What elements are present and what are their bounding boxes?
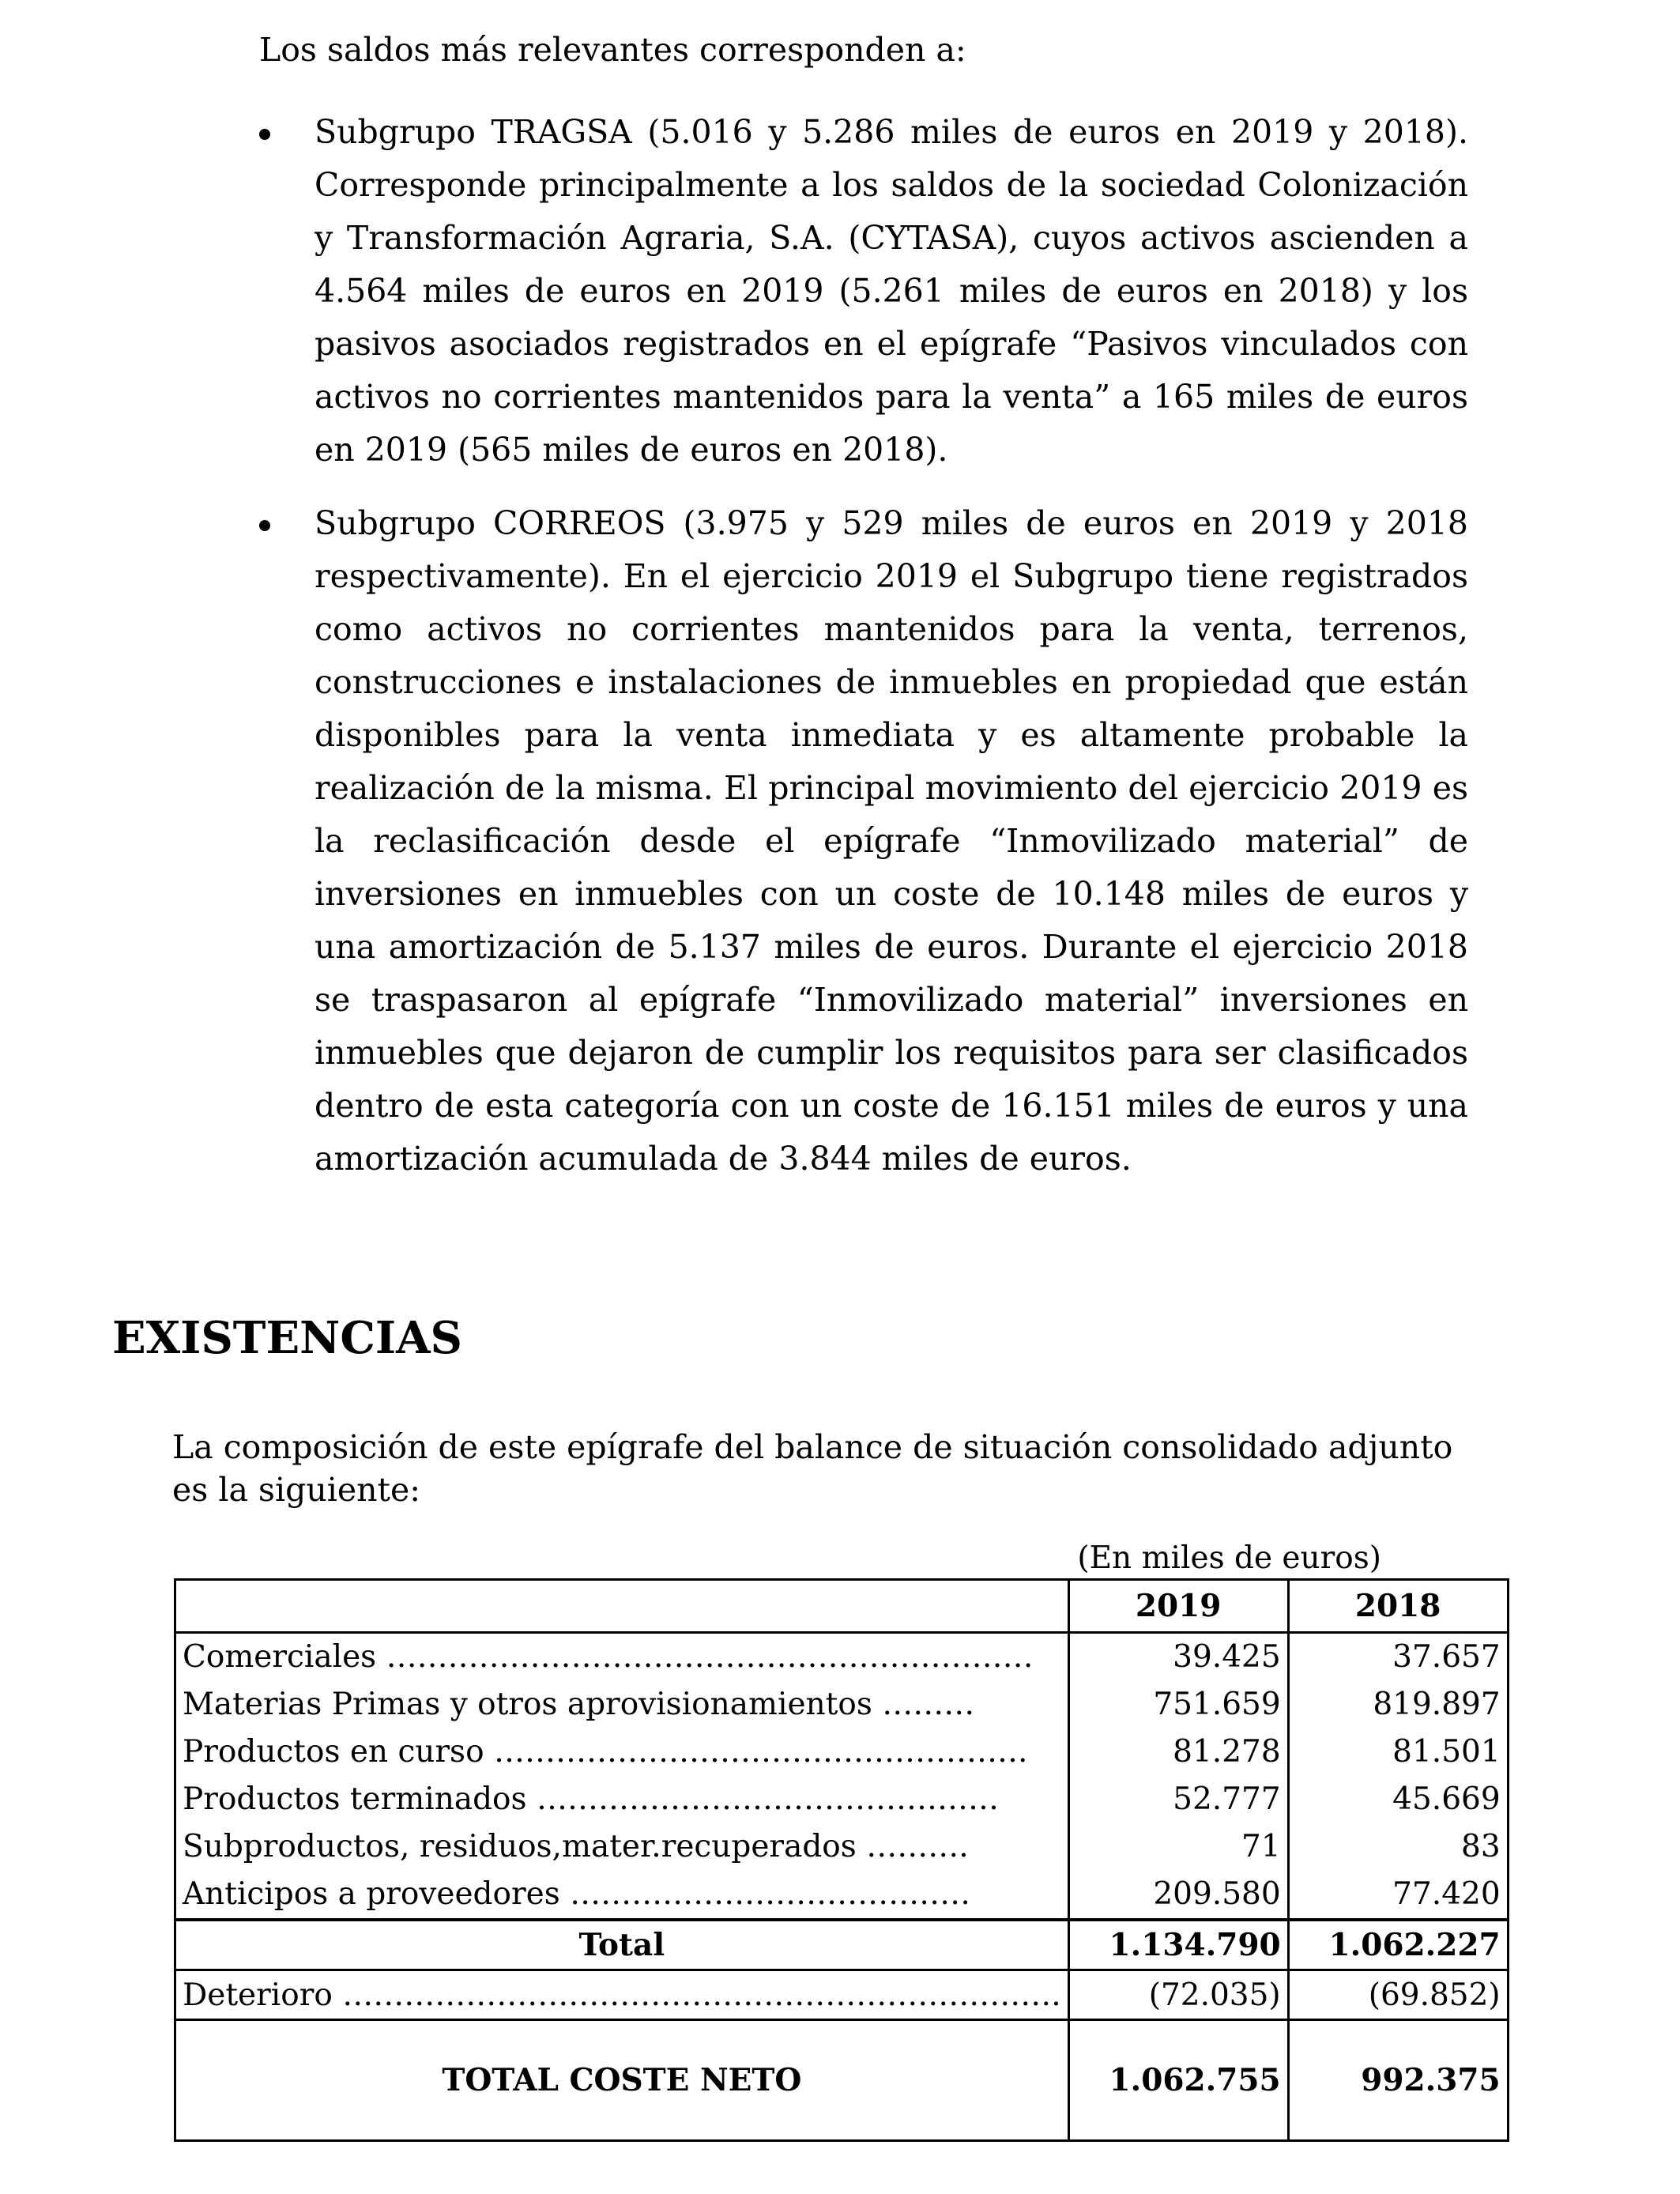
total-value-2018: 1.062.227 bbox=[1288, 1920, 1508, 1970]
dot-leader: ……… bbox=[882, 1687, 975, 1722]
row-label: Materias Primas y otros aprovisionamientos bbox=[183, 1687, 872, 1722]
table-row bbox=[175, 1823, 1509, 1871]
intro-text: Los saldos más relevantes corresponden a: bbox=[259, 31, 966, 69]
row-concept bbox=[175, 1871, 1069, 1920]
row-value-2019: 81.278 bbox=[1068, 1728, 1288, 1776]
row-value-2018: 819.897 bbox=[1288, 1681, 1508, 1728]
row-concept bbox=[175, 1776, 1069, 1823]
bullet-icon bbox=[259, 520, 270, 531]
dot-leader: ………………………………… bbox=[570, 1876, 971, 1912]
row-label: Subproductos, residuos,mater.recuperados bbox=[183, 1829, 857, 1864]
net-total-value-2018: 992.375 bbox=[1288, 2020, 1508, 2141]
total-label: Total bbox=[175, 1920, 1069, 1970]
dot-leader: ……………………………………… bbox=[536, 1781, 999, 1817]
bullet-item-tragsa bbox=[259, 106, 1468, 477]
row-value-2019: 39.425 bbox=[1068, 1633, 1288, 1682]
table-header-row bbox=[175, 1580, 1509, 1633]
table-row bbox=[175, 1681, 1509, 1728]
total-row bbox=[175, 1920, 1509, 1970]
row-concept bbox=[175, 1633, 1069, 1682]
row-value-2018: 37.657 bbox=[1288, 1633, 1508, 1682]
row-concept bbox=[175, 1681, 1069, 1728]
table-intro-text: La composición de este epígrafe del balance de situación consolidado adjunto es la siguiente: bbox=[172, 1428, 1453, 1509]
dot-leader: ……………………………………………. bbox=[493, 1734, 1028, 1770]
dot-leader: ……………………………………………………………. bbox=[342, 1977, 1061, 2013]
impairment-value-2019: (72.035) bbox=[1068, 1970, 1288, 2020]
row-value-2018: 83 bbox=[1288, 1823, 1508, 1871]
impairment-row bbox=[175, 1970, 1509, 2020]
impairment-label: Deterioro bbox=[183, 1977, 333, 2013]
section-title: EXISTENCIAS bbox=[112, 1312, 462, 1364]
row-label: Comerciales bbox=[183, 1639, 377, 1675]
units-note: (En miles de euros) bbox=[1077, 1540, 1381, 1576]
row-value-2018: 77.420 bbox=[1288, 1871, 1508, 1920]
header-blank-cell bbox=[175, 1580, 1069, 1633]
row-value-2018: 81.501 bbox=[1288, 1728, 1508, 1776]
bullet-text: Subgrupo TRAGSA (5.016 y 5.286 miles de euros en 2019 y 2018). Corresponde principalmente a los saldos de la sociedad Colonización y Transformación Agraria, S.A. (CYTASA), cuyos activos ascienden a 4.564 miles de euros en 2019 (5.261 miles de euros en 2018) y los pasivos asociados registrados en el epígrafe “Pasivos vinculados con activos no corrientes mantenidos para la venta” a 165 miles de euros en 2019 (565 miles de euros en 2018). bbox=[315, 113, 1468, 469]
row-concept bbox=[175, 1823, 1069, 1871]
row-value-2019: 71 bbox=[1068, 1823, 1288, 1871]
impairment-concept bbox=[175, 1970, 1069, 2020]
total-value-2019: 1.134.790 bbox=[1068, 1920, 1288, 1970]
bullet-list bbox=[259, 106, 1468, 1206]
header-year-2019: 2019 bbox=[1068, 1580, 1288, 1633]
impairment-value-2018: (69.852) bbox=[1288, 1970, 1508, 2020]
table-row bbox=[175, 1633, 1509, 1682]
row-value-2019: 751.659 bbox=[1068, 1681, 1288, 1728]
row-label: Productos en curso bbox=[183, 1734, 484, 1770]
inventory-table bbox=[174, 1578, 1509, 2142]
bullet-icon bbox=[259, 129, 270, 140]
row-value-2019: 209.580 bbox=[1068, 1871, 1288, 1920]
row-label: Anticipos a proveedores bbox=[183, 1876, 560, 1912]
dot-leader: ……………………………………………………… bbox=[386, 1639, 1034, 1675]
net-total-label: TOTAL COSTE NETO bbox=[175, 2020, 1069, 2141]
table-row bbox=[175, 1728, 1509, 1776]
net-total-row bbox=[175, 2020, 1509, 2141]
row-value-2018: 45.669 bbox=[1288, 1776, 1508, 1823]
net-total-value-2019: 1.062.755 bbox=[1068, 2020, 1288, 2141]
dot-leader: ………. bbox=[866, 1829, 969, 1864]
row-concept bbox=[175, 1728, 1069, 1776]
header-year-2018: 2018 bbox=[1288, 1580, 1508, 1633]
bullet-text: Subgrupo CORREOS (3.975 y 529 miles de euros en 2019 y 2018 respectivamente). En el ejercicio 2019 el Subgrupo tiene registrados como activos no corrientes mantenidos para la venta, terrenos, construcciones e instalaciones de inmuebles en propiedad que están disponibles para la venta inmediata y es altamente probable la realización de la misma. El principal movimiento del ejercicio 2019 es la reclasificación desde el epígrafe “Inmovilizado material” de inversiones en inmuebles con un coste de 10.148 miles de euros y una amortización de 5.137 miles de euros. Durante el ejercicio 2018 se traspasaron al epígrafe “Inmovilizado material” inversiones en inmuebles que dejaron de cumplir los requisitos para ser clasificados dentro de esta categoría con un coste de 16.151 miles de euros y una amortización acumulada de 3.844 miles de euros. bbox=[315, 504, 1468, 1178]
row-value-2019: 52.777 bbox=[1068, 1776, 1288, 1823]
table-row bbox=[175, 1776, 1509, 1823]
table-row bbox=[175, 1871, 1509, 1920]
bullet-item-correos bbox=[259, 497, 1468, 1186]
row-label: Productos terminados bbox=[183, 1781, 527, 1817]
